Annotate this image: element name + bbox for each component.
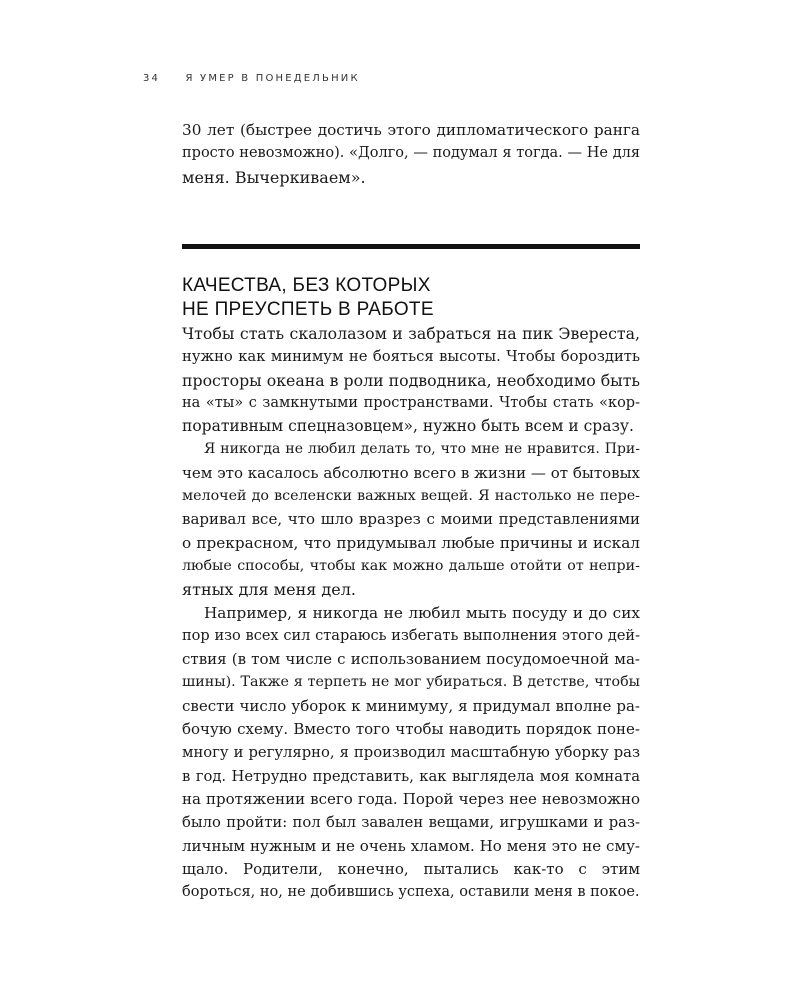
text-line: мелочей до вселенски важных вещей. Я настолько не пере- bbox=[182, 488, 640, 505]
text-line: было пройти: пол был завален вещами, игрушками и раз- bbox=[182, 814, 640, 832]
text-line: шины). Также я терпеть не мог убираться. В детстве, чтобы bbox=[182, 674, 640, 691]
text-line: на протяжении всего года. Порой через нее невозможно bbox=[182, 789, 640, 808]
text-line: просто невозможно). «Долго, — подумал я тогда. — Не для bbox=[182, 145, 640, 162]
text-line: меня. Вычеркиваем». bbox=[182, 167, 366, 187]
text-line: личным нужным и не очень хламом. Но меня это не сму- bbox=[182, 836, 640, 855]
text-line: ствия (в том числе с использованием посудомоечной ма- bbox=[182, 650, 640, 669]
page-number: 34 bbox=[143, 73, 161, 84]
paragraph bbox=[182, 438, 640, 601]
text-line: чем это касалось абсолютно всего в жизни — от бытовых bbox=[182, 463, 640, 482]
section-title-line: НЕ ПРЕУСПЕТЬ В РАБОТЕ bbox=[182, 298, 434, 320]
text-line: поративным спецназовцем», нужно быть всем и сразу. bbox=[182, 417, 634, 436]
text-line: пор изо всех сил стараюсь избегать выполнения этого дей- bbox=[182, 627, 640, 644]
text-line: бороться, но, не добившись успеха, оставили меня в покое. bbox=[182, 884, 640, 901]
text-line: о прекрасном, что придумывал любые причины и искал bbox=[182, 533, 640, 552]
text-line: в год. Нетрудно представить, как выглядела моя комната bbox=[182, 767, 640, 785]
section-title bbox=[182, 274, 640, 322]
paragraph bbox=[182, 322, 640, 438]
text-line: варивал все, что шло вразрез с моими представлениями bbox=[182, 510, 640, 529]
section-divider bbox=[182, 244, 640, 249]
text-line: Я никогда не любил делать то, что мне не нравится. При- bbox=[204, 441, 640, 458]
running-title: Я УМЕР В ПОНЕДЕЛЬНИК bbox=[185, 73, 360, 84]
intro-paragraph bbox=[182, 119, 640, 189]
text-line: ятных для меня дел. bbox=[182, 580, 356, 600]
text-line: просторы океана в роли подводника, необходимо быть bbox=[182, 370, 640, 390]
section-title-line: КАЧЕСТВА, БЕЗ КОТОРЫХ bbox=[182, 274, 431, 296]
paragraph bbox=[182, 602, 640, 905]
text-line: нужно как минимум не бояться высоты. Чтобы бороздить bbox=[182, 348, 640, 366]
text-line: любые способы, чтобы как можно дальше отойти от непри- bbox=[182, 557, 640, 574]
text-line: щало. Родители, конечно, пытались как-то с этим bbox=[182, 859, 640, 878]
body-text bbox=[182, 322, 640, 904]
text-line: свести число уборок к минимуму, я придумал вполне ра- bbox=[182, 696, 640, 715]
running-header bbox=[143, 73, 360, 84]
text-line: 30 лет (быстрее достичь этого дипломатического ранга bbox=[182, 121, 640, 139]
text-line: многу и регулярно, я производил масштабную уборку раз bbox=[182, 744, 640, 762]
text-line: бочую схему. Вместо того чтобы наводить порядок поне- bbox=[182, 720, 640, 739]
text-line: на «ты» с замкнутыми пространствами. Чтобы стать «кор- bbox=[182, 394, 640, 411]
text-line: Например, я никогда не любил мыть посуду и до сих bbox=[204, 603, 640, 622]
text-line: Чтобы стать скалолазом и забраться на пик Эвереста, bbox=[182, 324, 640, 343]
